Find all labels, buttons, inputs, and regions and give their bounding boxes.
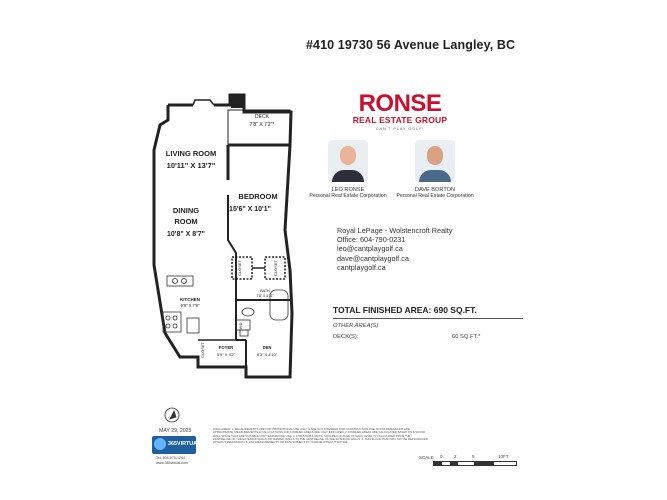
other-areas-heading: OTHER AREA(S) xyxy=(333,323,379,329)
den-label: DEN xyxy=(262,345,272,350)
scale-bar xyxy=(433,461,517,466)
deck-area-value: 60 SQ.FT.* xyxy=(452,334,481,340)
divider xyxy=(333,318,523,319)
agent-card xyxy=(303,140,393,199)
plan-date: MAY 29, 2025 xyxy=(159,428,192,434)
website-link[interactable]: cantplaygolf.ca xyxy=(337,262,386,272)
den-size: 8'3" X 4'10" xyxy=(256,352,278,357)
dining-room-label-2: ROOM xyxy=(174,217,198,226)
company-website[interactable]: www.365virtual.com xyxy=(156,461,188,465)
brand-sub: REAL ESTATE GROUP xyxy=(352,115,448,125)
scale-tick-label: 2 xyxy=(454,454,457,459)
dining-room-label: DINING xyxy=(172,206,200,215)
company-name: 365VIRTUAL xyxy=(168,441,201,447)
email-link[interactable]: dave@cantplaygolf.ca xyxy=(337,253,409,263)
washer-dryer-label: W/D xyxy=(239,322,243,330)
bedroom-size: 15'6" X 10'1" xyxy=(229,206,271,213)
agent-photo xyxy=(328,140,368,182)
brokerage-info xyxy=(337,226,452,272)
listing-address: #410 19730 56 Avenue Langley, BC xyxy=(306,38,516,52)
company-phone: Tel: 604-575-1244 xyxy=(156,456,185,460)
scale-tick-label: 0 xyxy=(440,454,443,459)
kitchen-label: KITCHEN xyxy=(180,297,200,302)
deck-size: 7'8" X 7'2"* xyxy=(249,122,275,128)
foyer-size: 5'9" X 4'2" xyxy=(216,352,236,357)
closet-label: CLOSET xyxy=(200,341,205,359)
closet-label: CLOSET xyxy=(237,259,242,277)
kitchen-size: 9'9" X 7'8" xyxy=(180,303,200,308)
brand-tagline: CAN'T PLAY GOLF! xyxy=(375,126,425,131)
brand-logo xyxy=(346,92,454,131)
agent-photo xyxy=(415,140,455,182)
living-room-size: 10'11" X 13'7" xyxy=(166,161,216,170)
closet-label: CLOSET xyxy=(273,259,278,277)
company-logo-icon xyxy=(154,438,166,450)
brokerage-name: Royal LePage - Wolstencroft Realty xyxy=(337,226,453,235)
foyer-label: FOYER xyxy=(218,345,234,350)
deck-label: DECK xyxy=(255,114,269,120)
scale-tick-label: 10FT xyxy=(498,454,509,459)
total-area: TOTAL FINISHED AREA: 690 SQ.FT. xyxy=(333,305,477,315)
living-room-label: LIVING ROOM xyxy=(165,149,217,158)
dining-room-size: 10'8" X 8'7" xyxy=(167,231,205,238)
bedroom-label: BEDROOM xyxy=(238,192,278,201)
office-phone: Office: 604-790-0231 xyxy=(337,235,406,245)
brand-name: RONSE xyxy=(358,90,442,117)
email-link[interactable]: leo@cantplaygolf.ca xyxy=(337,244,403,254)
bath-size: 7'8" X 4'11" xyxy=(256,294,274,298)
bath-label: BATH xyxy=(260,289,270,293)
disclaimer-text: DISCLAIMER: 1. MEASUREMENTS ARE FOR PROMOTIONAL USE ONLY & ARE NOT INTENDED FOR CONSTRUCTION USE. ROOM DIMENSIONS ARE APPROXIMATE. MEASUREMENTS & CALCULATIONS FOR FINISHED AREAS ARE ONLY INDICATED. 2. FINISHED AREAS ARE CALCULATED BASED ON A SOUND WALL SPACE THAT ARE SUITABLE FOR YEAR-ROUND USE. 3. FOR STRATA UNITS, SQUARE FOOTAGE OF EACH LEVEL IS CALCULATED FROM THE CENTRELINE OF THE EXTERIOR WALLS OR SHARED WALLS TO THE CENTRELINE OF THE EXTERIOR WALLS. 4. THIS FLOOR PLAN MAY NOT BE REPRODUCED WITHOUT PERMISSION. 5. ANY MEASUREMENTS OR DATA SUBJECT TO CHANGE WITHOUT NOTICE. xyxy=(213,427,428,445)
agent-name: DAVE BORTON xyxy=(414,187,456,193)
agent-role: Personal Real Estate Corporation xyxy=(309,193,387,199)
scale-label: SCALE xyxy=(419,455,434,460)
deck-area-label: DECK(S): xyxy=(333,334,359,340)
scale-tick-label: 5 xyxy=(472,454,475,459)
agent-card xyxy=(390,140,480,199)
agent-name: LEO RONSE xyxy=(331,187,365,193)
agent-role: Personal Real Estate Corporation xyxy=(396,193,474,199)
